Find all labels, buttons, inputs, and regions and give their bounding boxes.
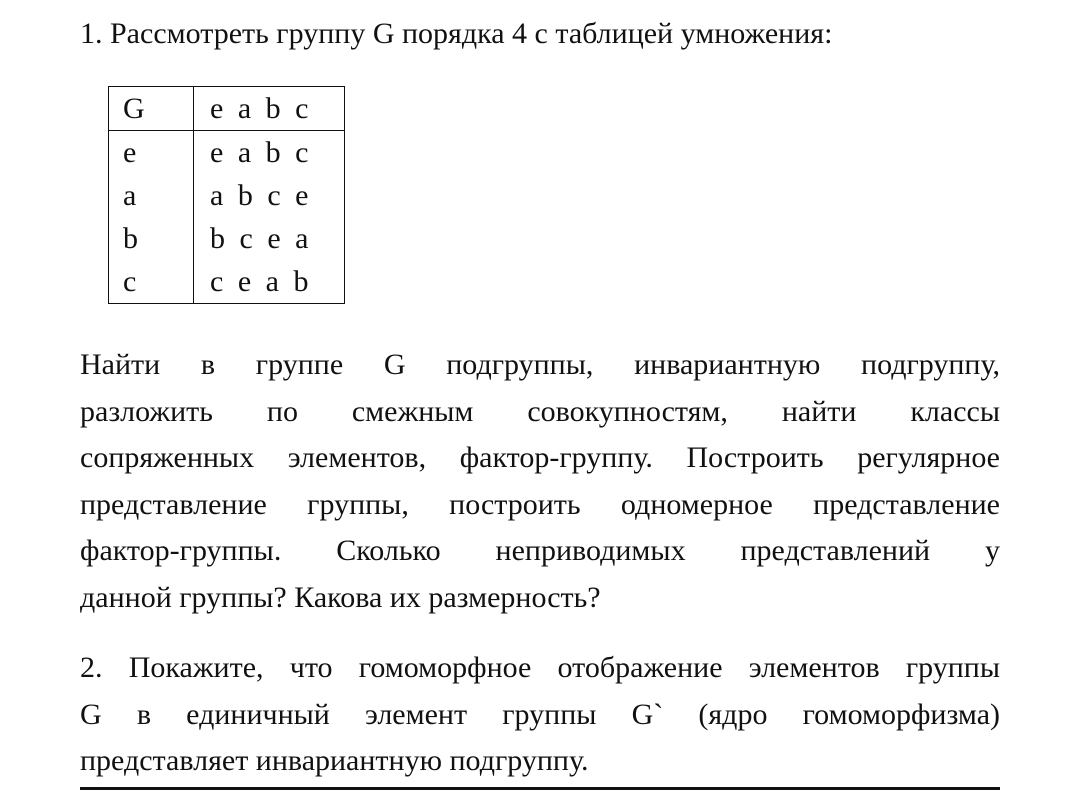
paragraph-line: G в единичный элемент группы G` (ядро гомоморфизма) bbox=[80, 697, 1000, 731]
table-row-cells: c e a b bbox=[210, 265, 309, 298]
table-row bbox=[109, 131, 345, 175]
table-row bbox=[109, 174, 345, 217]
table-row-label: c bbox=[109, 260, 194, 304]
table-header-row bbox=[109, 87, 345, 131]
paragraph-line: Найти в группе G подгруппы, инвариантную подгруппу, bbox=[80, 348, 1000, 381]
table-row-label: e bbox=[109, 131, 194, 175]
table-row-cells: e a b c bbox=[210, 136, 309, 169]
bottom-rule-divider bbox=[80, 787, 1000, 790]
problem-1-heading: 1. Рассмотреть группу G порядка 4 с таблицей умножения: bbox=[80, 17, 833, 50]
problem-2-paragraph bbox=[80, 645, 1000, 785]
paragraph-line: разложить по смежным совокупностям, найти классы bbox=[80, 394, 1000, 428]
paragraph-line: 2. Покажите, что гомоморфное отображение элементов группы bbox=[80, 651, 1000, 684]
table-row-cells: a b c e bbox=[210, 179, 309, 212]
table-row bbox=[109, 260, 345, 304]
table-row-cells: b c e a bbox=[210, 222, 309, 255]
paragraph-line: данной группы? Какова их размерность? bbox=[80, 580, 601, 614]
table-header-cells: e a b c bbox=[194, 87, 345, 131]
paragraph-line: представление группы, построить одномерное представление bbox=[80, 487, 1000, 521]
table-row-label: a bbox=[109, 174, 194, 217]
paragraph-line: сопряженных элементов, фактор-группу. Построить регулярное bbox=[80, 441, 1000, 474]
table-corner-cell: G bbox=[109, 87, 194, 131]
multiplication-table bbox=[108, 86, 345, 304]
paragraph-line: фактор-группы. Сколько неприводимых представлений у bbox=[80, 534, 1000, 567]
table-row-label: b bbox=[109, 217, 194, 260]
paragraph-line: представляет инвариантную подгруппу. bbox=[80, 744, 589, 777]
table-row bbox=[109, 217, 345, 260]
task-1-paragraph bbox=[80, 342, 1000, 621]
